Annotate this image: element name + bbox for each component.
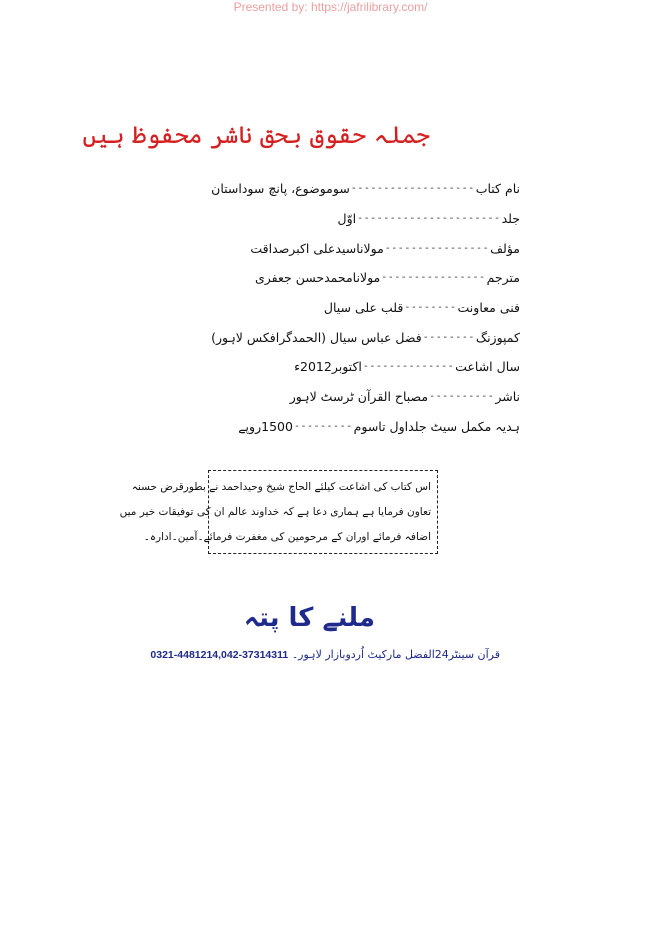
detail-row bbox=[190, 233, 520, 263]
detail-leader-dashes: ---------------- bbox=[381, 272, 486, 284]
detail-value: مولانامحمدحسن جعفری bbox=[254, 270, 381, 286]
detail-row bbox=[190, 352, 520, 382]
address-text: قرآن سینٹر24الفضل مارکیٹ اُردوبازار لاہور۔ bbox=[291, 648, 500, 661]
detail-value: اکتوبر2012ء bbox=[294, 359, 362, 375]
publisher-address bbox=[150, 645, 500, 665]
detail-leader-dashes: ---------------- bbox=[384, 242, 490, 254]
detail-label: سال اشاعت bbox=[455, 359, 520, 375]
detail-leader-dashes: -------------- bbox=[362, 361, 455, 373]
detail-leader-dashes: ---------- bbox=[429, 391, 495, 403]
rights-notice: جملہ حقوق بحق ناشر محفوظ ہیں bbox=[82, 121, 430, 149]
detail-row bbox=[190, 322, 520, 352]
detail-row bbox=[190, 293, 520, 323]
detail-value: فضل عباس سیال (الحمدگرافکس لاہور) bbox=[211, 329, 422, 345]
detail-leader-dashes: ------------------- bbox=[350, 183, 475, 195]
detail-leader-dashes: -------- bbox=[422, 331, 475, 343]
detail-label: ہدیہ مکمل سیٹ جلداول تاسوم bbox=[353, 418, 520, 434]
phone-numbers: 0321-4481214,042-37314311 bbox=[150, 649, 289, 661]
detail-value: اوّل bbox=[337, 211, 357, 227]
detail-label: مؤلف bbox=[490, 240, 520, 256]
acknowledgement-line: اضافہ فرمائے اوران کے مرحومین کی مغفرت فرمائے۔آمین۔ادارہ۔ bbox=[143, 531, 431, 543]
detail-row bbox=[190, 174, 520, 204]
detail-value: سوموضوع، پانچ سوداستان bbox=[211, 181, 350, 197]
contact-heading: ملنے کا پتہ bbox=[243, 603, 375, 633]
detail-value: 1500روپے bbox=[238, 418, 293, 434]
detail-label: نام کتاب bbox=[475, 181, 520, 197]
acknowledgement-line: تعاون فرمایا ہے ہماری دعا ہے کہ خداوند عالم ان کی توفیقات خیر میں bbox=[119, 506, 431, 518]
detail-value: مصباح القرآن ٹرسٹ لاہور bbox=[289, 389, 429, 405]
detail-label: جلد bbox=[501, 211, 520, 227]
acknowledgement-box bbox=[119, 470, 438, 554]
detail-row bbox=[190, 204, 520, 234]
watermark-text: Presented by: https://jafrilibrary.com/ bbox=[233, 0, 428, 14]
book-details-list bbox=[190, 174, 520, 441]
detail-label: فنی معاونت bbox=[457, 300, 520, 316]
detail-row bbox=[190, 412, 520, 442]
detail-row bbox=[190, 263, 520, 293]
detail-leader-dashes: --------- bbox=[293, 420, 353, 432]
detail-row bbox=[190, 382, 520, 412]
detail-value: مولاناسیدعلی اکبرصداقت bbox=[250, 240, 384, 256]
acknowledgement-line: اس کتاب کی اشاعت کیلئے الحاج شیخ وحیداحمد نے بطورقرض حسنہ bbox=[131, 481, 431, 493]
detail-leader-dashes: ---------------------- bbox=[357, 213, 501, 225]
detail-label: ناشر bbox=[495, 389, 520, 405]
detail-leader-dashes: -------- bbox=[404, 302, 457, 314]
detail-label: کمپوزنگ bbox=[475, 329, 520, 345]
detail-label: مترجم bbox=[486, 270, 520, 286]
detail-value: قلب علی سیال bbox=[323, 300, 404, 316]
